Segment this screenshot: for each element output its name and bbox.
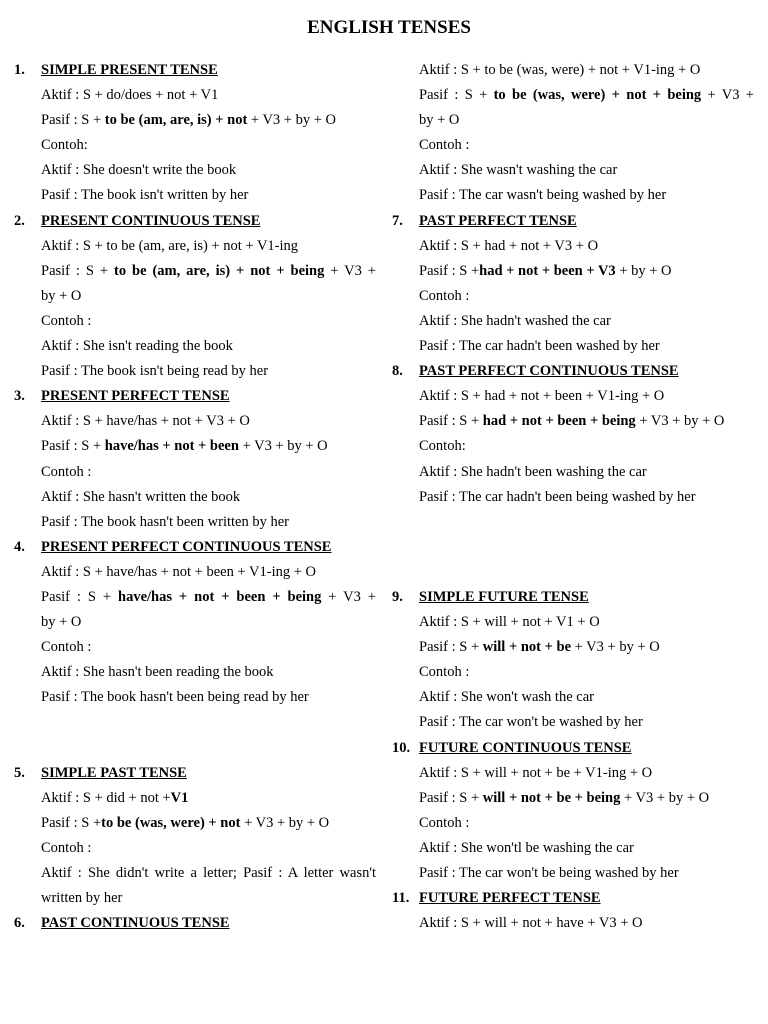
formula-line — [14, 234, 376, 259]
text-segment: Aktif : S + have/has + not + V3 + O — [41, 413, 250, 430]
text-segment: Contoh : — [419, 664, 470, 681]
formula-line — [392, 158, 754, 183]
text-segment: Aktif : S + did + not + — [41, 789, 171, 806]
text-segment: Pasif : S + — [419, 413, 483, 430]
text-segment: Aktif : She isn't reading the book — [41, 338, 233, 355]
text-segment: Pasif : The book hasn't been being read by her — [41, 689, 309, 706]
bold-segment: had + not + been + being — [482, 413, 636, 430]
text-segment: + V3 + by + O — [247, 112, 337, 129]
formula-line — [14, 309, 376, 334]
formula-line — [392, 309, 754, 334]
bold-segment: to be (was, were) + not + being — [493, 87, 702, 104]
formula-line — [392, 133, 754, 158]
formula-line — [392, 58, 754, 83]
bold-segment: will + not + be — [482, 639, 572, 656]
text-segment: + V3 + — [701, 87, 754, 104]
bold-segment: will + not + be + being — [482, 789, 621, 806]
formula-line — [392, 83, 754, 108]
text-segment: written by her — [41, 890, 123, 907]
blank-line — [14, 736, 376, 761]
bold-segment: had + not + been + V3 — [479, 262, 616, 279]
text-segment: Contoh : — [419, 287, 470, 304]
text-segment: Pasif : S + — [419, 639, 483, 656]
text-segment: Aktif : She won't wash the car — [419, 689, 594, 706]
bold-segment: to be (am, are, is) + not — [104, 112, 248, 129]
text-segment: Contoh : — [41, 839, 92, 856]
heading-number: 5. — [14, 764, 25, 781]
formula-line — [14, 485, 376, 510]
heading-title: SIMPLE FUTURE TENSE — [419, 588, 589, 605]
tense-heading — [14, 911, 376, 936]
blank-line — [14, 710, 376, 735]
text-segment: Contoh : — [419, 137, 470, 154]
formula-line — [14, 585, 376, 610]
text-segment: Aktif : S + had + not + been + V1-ing + O — [419, 388, 665, 405]
text-segment: Pasif : S + — [419, 87, 494, 104]
heading-title: PAST PERFECT TENSE — [419, 212, 577, 229]
bold-segment: have/has + not + been — [104, 438, 239, 455]
text-segment: Pasif : The car wasn't being washed by her — [419, 187, 667, 204]
text-segment: + by + O — [615, 262, 672, 279]
formula-line — [14, 409, 376, 434]
formula-line — [14, 861, 376, 886]
heading-number: 7. — [392, 212, 403, 229]
text-segment: Contoh: — [419, 438, 466, 455]
text-segment: Pasif : S + — [41, 438, 105, 455]
text-segment: Pasif : The car hadn't been washed by her — [419, 338, 660, 355]
heading-title: PAST CONTINUOUS TENSE — [41, 915, 230, 932]
formula-line — [392, 710, 754, 735]
heading-number: 11. — [392, 890, 410, 907]
text-segment: Contoh : — [41, 463, 92, 480]
heading-number: 1. — [14, 62, 25, 78]
text-segment: Pasif : S + — [419, 262, 480, 279]
formula-line — [392, 861, 754, 886]
formula-line — [14, 685, 376, 710]
formula-line — [14, 811, 376, 836]
text-segment: + V3 + by + O — [240, 814, 330, 831]
formula-line — [14, 836, 376, 861]
formula-line — [392, 384, 754, 409]
heading-title: PRESENT CONTINUOUS TENSE — [41, 212, 261, 229]
formula-line — [14, 510, 376, 535]
text-segment: Aktif : She hasn't written the book — [41, 488, 241, 505]
text-segment: Pasif : The car hadn't been being washed by her — [419, 488, 696, 505]
text-segment: Pasif : The car won't be being washed by her — [419, 865, 679, 881]
heading-title: SIMPLE PAST TENSE — [41, 764, 187, 781]
formula-line — [14, 560, 376, 585]
text-segment: by + O — [41, 287, 82, 304]
formula-line — [14, 660, 376, 685]
formula-line — [392, 786, 754, 811]
formula-line — [392, 685, 754, 710]
formula-line — [14, 183, 376, 208]
heading-title: FUTURE CONTINUOUS TENSE — [419, 739, 632, 756]
text-segment: Contoh : — [41, 639, 92, 656]
formula-line — [14, 108, 376, 133]
formula-line — [392, 460, 754, 485]
heading-number: 10. — [392, 739, 411, 756]
text-segment: Pasif : S + — [41, 814, 102, 831]
text-segment: Pasif : The book hasn't been written by her — [41, 513, 289, 530]
text-segment: Pasif : The car won't be washed by her — [419, 714, 643, 731]
formula-line — [14, 434, 376, 459]
formula-line — [392, 334, 754, 359]
heading-number: 8. — [392, 363, 403, 380]
tense-heading — [392, 209, 754, 234]
formula-line — [392, 183, 754, 208]
bold-segment: V1 — [170, 789, 189, 806]
right-column — [392, 58, 754, 936]
tense-heading — [14, 58, 376, 83]
formula-line — [14, 83, 376, 108]
formula-line — [14, 635, 376, 660]
formula-line — [392, 108, 754, 133]
left-column — [14, 58, 376, 936]
formula-line — [14, 158, 376, 183]
text-segment: Aktif : She hadn't washed the car — [419, 312, 611, 329]
heading-number: 2. — [14, 212, 25, 229]
text-segment: + V3 + by + O — [238, 438, 328, 455]
heading-title: SIMPLE PRESENT TENSE — [41, 62, 218, 78]
formula-line — [392, 259, 754, 284]
formula-line — [392, 284, 754, 309]
blank-line — [392, 535, 754, 560]
text-segment: Pasif : S + — [41, 112, 105, 129]
text-segment: Pasif : S + — [419, 789, 483, 806]
formula-line — [392, 635, 754, 660]
bold-segment: to be (am, are, is) + not + being — [114, 262, 325, 279]
tense-heading — [14, 384, 376, 409]
text-segment: Aktif : S + had + not + V3 + O — [419, 237, 599, 254]
heading-number: 3. — [14, 388, 25, 405]
formula-line — [14, 886, 376, 911]
text-segment: Aktif : S + do/does + not + V1 — [41, 87, 219, 104]
text-segment: Aktif : S + will + not + be + V1-ing + O — [419, 764, 653, 781]
page-title: ENGLISH TENSES — [307, 17, 471, 38]
text-segment: Aktif : She wasn't washing the car — [419, 162, 618, 179]
formula-line — [14, 334, 376, 359]
formula-line — [392, 911, 754, 936]
text-segment: Pasif : S + — [41, 262, 115, 279]
text-segment: Aktif : She doesn't write the book — [41, 162, 237, 179]
heading-number: 4. — [14, 538, 25, 555]
heading-title: FUTURE PERFECT TENSE — [419, 890, 601, 907]
text-segment: Pasif : The book isn't being read by her — [41, 363, 269, 380]
text-segment: + V3 + — [321, 588, 376, 605]
formula-line — [14, 460, 376, 485]
heading-title: PRESENT PERFECT TENSE — [41, 388, 230, 405]
tense-heading — [14, 209, 376, 234]
text-segment: Aktif : S + have/has + not + been + V1-ing + O — [41, 563, 317, 580]
formula-line — [392, 761, 754, 786]
formula-line — [14, 133, 376, 158]
text-segment: by + O — [419, 112, 460, 129]
heading-title: PAST PERFECT CONTINUOUS TENSE — [419, 363, 679, 380]
text-segment: + V3 + by + O — [571, 639, 660, 656]
text-segment: + V3 + — [324, 262, 376, 279]
text-segment: Aktif : She didn't write a letter; Pasif : A letter wasn't — [41, 865, 376, 881]
tense-heading — [14, 535, 376, 560]
tense-heading — [392, 585, 754, 610]
bold-segment: to be (was, were) + not — [101, 814, 241, 831]
text-segment: Contoh: — [41, 137, 88, 154]
text-segment: Contoh : — [419, 814, 470, 831]
formula-line — [392, 234, 754, 259]
formula-line — [392, 409, 754, 434]
tense-heading — [392, 736, 754, 761]
text-segment: Pasif : The book isn't written by her — [41, 187, 249, 204]
tense-heading — [14, 761, 376, 786]
text-segment: + V3 + by + O — [635, 413, 725, 430]
formula-line — [392, 811, 754, 836]
text-segment: by + O — [41, 614, 82, 631]
text-segment: Aktif : S + to be (was, were) + not + V1-ing + O — [419, 62, 701, 78]
text-segment: Aktif : She won'tl be washing the car — [419, 839, 634, 856]
text-segment: Aktif : She hadn't been washing the car — [419, 463, 647, 480]
formula-line — [392, 660, 754, 685]
formula-line — [392, 836, 754, 861]
formula-line — [14, 359, 376, 384]
tense-heading — [392, 359, 754, 384]
heading-number: 9. — [392, 588, 403, 605]
text-segment: Aktif : She hasn't been reading the book — [41, 664, 274, 681]
formula-line — [14, 259, 376, 284]
formula-line — [392, 610, 754, 635]
text-segment: Aktif : S + to be (am, are, is) + not + V1-ing — [41, 237, 299, 254]
formula-line — [14, 786, 376, 811]
heading-title: PRESENT PERFECT CONTINUOUS TENSE — [41, 538, 332, 555]
blank-line — [392, 560, 754, 585]
bold-segment: have/has + not + been + being — [118, 588, 322, 605]
text-segment: Aktif : S + will + not + have + V3 + O — [419, 915, 643, 932]
heading-number: 6. — [14, 915, 25, 932]
formula-line — [392, 434, 754, 459]
text-segment: + V3 + by + O — [620, 789, 710, 806]
blank-line — [392, 510, 754, 535]
text-segment: Aktif : S + will + not + V1 + O — [419, 614, 600, 631]
tense-heading — [392, 886, 754, 911]
text-segment: Contoh : — [41, 312, 92, 329]
formula-line — [14, 284, 376, 309]
formula-line — [392, 485, 754, 510]
text-segment: Pasif : S + — [41, 588, 119, 605]
formula-line — [14, 610, 376, 635]
